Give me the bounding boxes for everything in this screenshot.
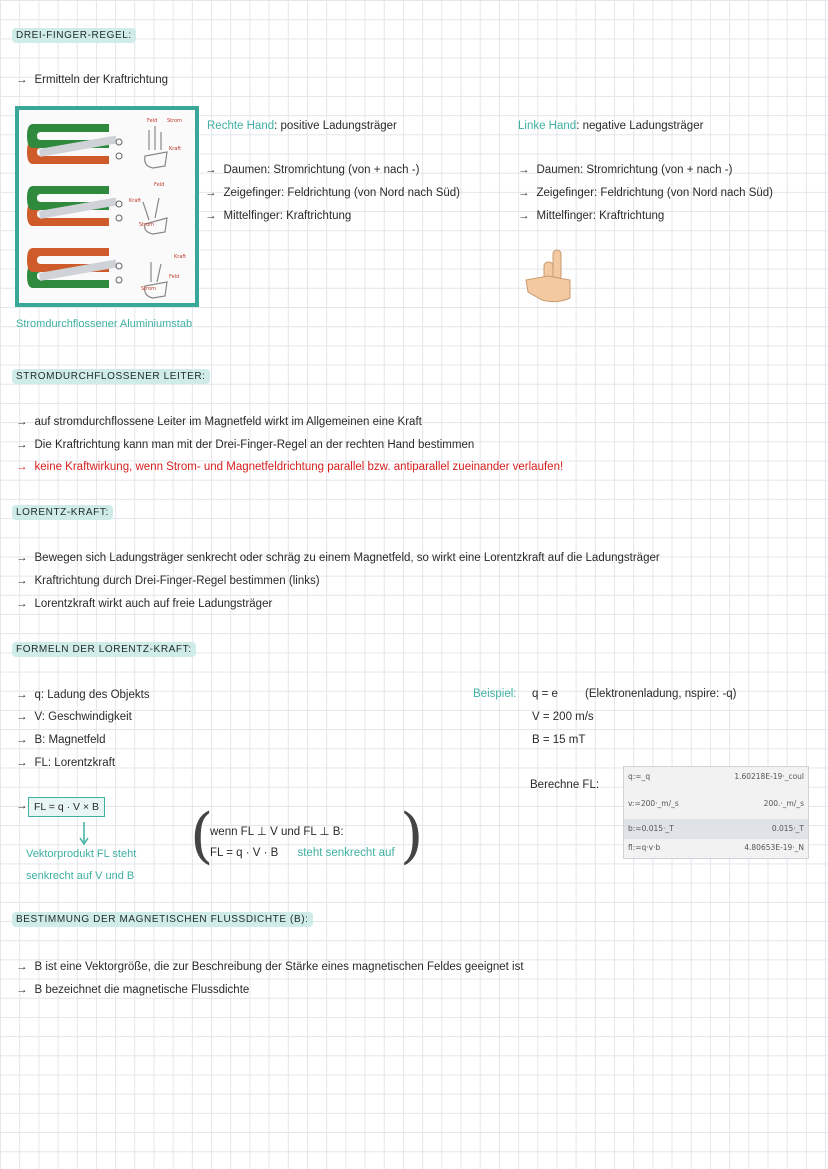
- magnet-3: [27, 248, 122, 288]
- lorentz-formula-box: FL = q · V × B: [28, 797, 105, 817]
- beispiel-v: V = 200 m/s: [532, 711, 594, 723]
- label-kraft-1: Kraft: [169, 146, 182, 152]
- def-v: → V: Geschwindigkeit: [16, 711, 132, 723]
- lorentz-item: → Kraftrichtung durch Drei-Finger-Regel bestimmen (links): [16, 575, 320, 587]
- left-hand-item: → Zeigefinger: Feldrichtung (von Nord nach Süd): [518, 187, 774, 199]
- right-paren: ): [400, 801, 424, 871]
- left-hand-item: → Mittelfinger: Kraftrichtung: [518, 210, 665, 222]
- arrow-icon: →: [16, 984, 28, 996]
- arrow-icon: →: [16, 74, 28, 86]
- wenn-condition: wenn FL ⊥ V und FL ⊥ B:: [210, 826, 344, 838]
- leiter-item: → auf stromdurchflossene Leiter im Magnetfeld wirkt im Allgemeinen eine Kraft: [16, 416, 422, 428]
- down-arrow-icon: [78, 822, 90, 846]
- label-feld-1: Feld: [147, 118, 158, 124]
- magnet-2: [27, 186, 122, 226]
- left-hand-item: → Daumen: Stromrichtung (von + nach -): [518, 164, 733, 176]
- leiter-item: → Die Kraftrichtung kann man mit der Drei-Finger-Regel an der rechten Hand bestimmen: [16, 439, 475, 451]
- right-hand-item: → Mittelfinger: Kraftrichtung: [205, 210, 352, 222]
- arrow-icon: →: [16, 552, 28, 564]
- arrow-icon: →: [16, 598, 28, 610]
- arrow-icon: →: [518, 210, 530, 222]
- beispiel-q: q = e: [532, 688, 558, 700]
- arrow-icon: →: [16, 757, 28, 769]
- berechne-label: Berechne FL:: [530, 779, 600, 791]
- label-strom-3: Strom: [141, 286, 157, 292]
- label-strom-2: Strom: [139, 222, 155, 228]
- fl-equation: FL = q · V · B steht senkrecht auf: [210, 847, 395, 859]
- arrow-icon: →: [16, 734, 28, 746]
- calc-row: b:=0.015·_T 0.015·_T: [624, 819, 808, 839]
- heading-leiter: STROMDURCHFLOSSENER LEITER:: [12, 369, 210, 384]
- heading-drei-finger-regel: DREI-FINGER-REGEL:: [12, 28, 136, 43]
- nspire-calculator: [623, 766, 809, 859]
- label-strom-1: Strom: [167, 118, 183, 124]
- heading-flussdichte: BESTIMMUNG DER MAGNETISCHEN FLUSSDICHTE (B):: [12, 912, 313, 927]
- leiter-warning: → keine Kraftwirkung, wenn Strom- und Magnetfeldrichtung parallel bzw. antiparallel zueinander verlaufen!: [16, 461, 564, 473]
- calc-row: q:=_q 1.60218E-19·_coul: [628, 772, 804, 781]
- arrow-icon: →: [16, 439, 28, 451]
- label-feld-3: Feld: [169, 274, 180, 280]
- left-paren: (: [190, 801, 214, 871]
- magnet-illustration: [19, 110, 195, 303]
- magnet-1: [27, 124, 122, 164]
- diagram-caption: Stromdurchflossener Aluminiumstab: [16, 318, 193, 330]
- arrow-icon: →: [518, 187, 530, 199]
- vektor-note-2: senkrecht auf V und B: [26, 870, 135, 882]
- calc-row: v:=200·_m/_s 200.·_m/_s: [628, 799, 804, 808]
- heading-lorentz: LORENTZ-KRAFT:: [12, 505, 113, 520]
- calc-row: fl:=q·v·b 4.80653E-19·_N: [628, 843, 804, 852]
- left-hand-title: Linke Hand: negative Ladungsträger: [518, 120, 704, 132]
- arrow-icon: →: [16, 689, 28, 701]
- beispiel-b: B = 15 mT: [532, 734, 586, 746]
- beispiel-note: (Elektronenladung, nspire: -q): [585, 688, 737, 700]
- arrow-icon: →: [205, 187, 217, 199]
- magnet-diagram: [15, 106, 199, 307]
- def-q: → q: Ladung des Objekts: [16, 689, 150, 701]
- arrow-icon: →: [205, 164, 217, 176]
- label-feld-2: Feld: [154, 182, 165, 188]
- arrow-icon: →: [16, 575, 28, 587]
- arrow-icon: →: [518, 164, 530, 176]
- arrow-icon: →: [16, 800, 28, 812]
- arrow-icon: →: [16, 711, 28, 723]
- label-kraft-2: Kraft: [129, 198, 142, 204]
- beispiel-label: Beispiel:: [473, 688, 517, 700]
- fluss-item: → B ist eine Vektorgröße, die zur Beschreibung der Stärke eines magnetischen Feldes geeignet ist: [16, 961, 524, 973]
- arrow-icon: →: [16, 961, 28, 973]
- lorentz-item: → Lorentzkraft wirkt auch auf freie Ladungsträger: [16, 598, 273, 610]
- right-hand-item: → Daumen: Stromrichtung (von + nach -): [205, 164, 420, 176]
- lorentz-item: → Bewegen sich Ladungsträger senkrecht oder schräg zu einem Magnetfeld, so wirkt eine Lorentzkraft auf die Ladungsträger: [16, 552, 660, 564]
- hand-icon: [143, 126, 167, 298]
- fluss-item: → B bezeichnet die magnetische Flussdichte: [16, 984, 250, 996]
- label-kraft-3: Kraft: [174, 254, 187, 260]
- left-hand-photo: [518, 244, 578, 306]
- heading-formeln: FORMELN DER LORENTZ-KRAFT:: [12, 642, 196, 657]
- def-fl: → FL: Lorentzkraft: [16, 757, 116, 769]
- def-b: → B: Magnetfeld: [16, 734, 106, 746]
- arrow-icon: →: [16, 416, 28, 428]
- right-hand-title: Rechte Hand: positive Ladungsträger: [207, 120, 397, 132]
- right-hand-item: → Zeigefinger: Feldrichtung (von Nord nach Süd): [205, 187, 461, 199]
- arrow-icon: →: [16, 461, 28, 473]
- arrow-icon: →: [205, 210, 217, 222]
- vektor-note-1: Vektorprodukt FL steht: [26, 848, 137, 860]
- intro-line: → Ermitteln der Kraftrichtung: [16, 74, 169, 86]
